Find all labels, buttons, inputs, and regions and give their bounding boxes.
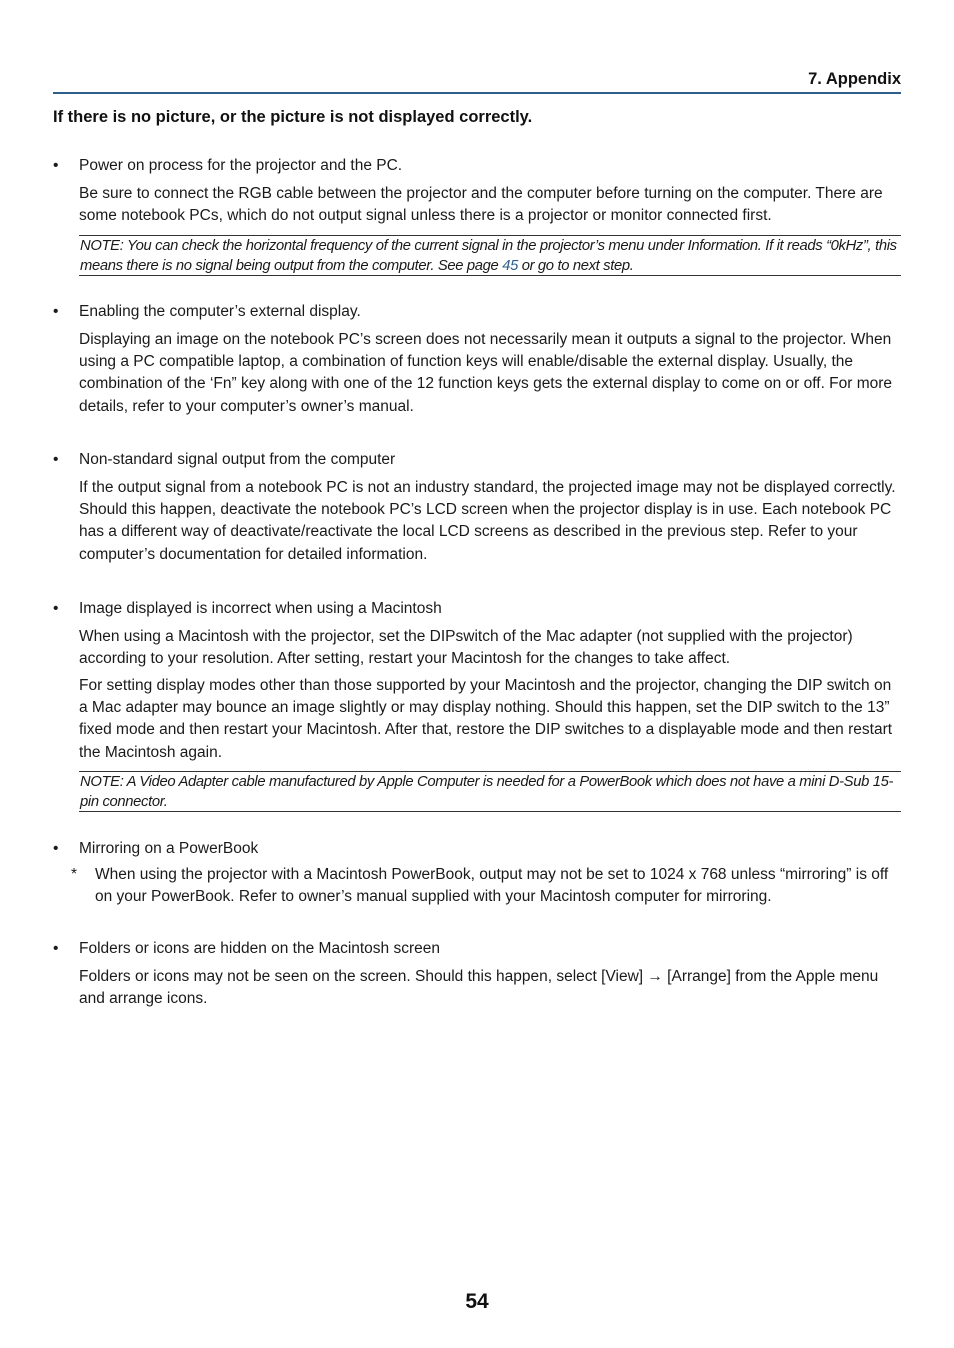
list-item-heading: Non-standard signal output from the computer [79, 451, 396, 468]
bullet: • [53, 840, 59, 857]
asterisk-marker: * [71, 866, 78, 883]
list-item-heading: Image displayed is incorrect when using a Macintosh [79, 600, 442, 617]
paragraph: Displaying an image on the notebook PC’s screen does not necessarily mean it outputs a signal to the projector. When using a PC compatible laptop, a combination of function keys will enable/disable the external display. Usually, the combination of the ‘Fn” key along with one of the 12 function keys gets the external display to come on or off. For more details, refer to your computer’s owner’s manual. [79, 331, 893, 415]
bullet: • [53, 157, 59, 174]
list-item-heading: Mirroring on a PowerBook [79, 840, 259, 857]
paragraph: For setting display modes other than those supported by your Macintosh and the projector, changing the DIP switch on a Mac adapter may bounce an image slightly or may display nothing. Should this happen, set the DIP switch to the 13” fixed mode and then restart your Macintosh. After that, restore the DIP switches to a displayable mode and then restart the Macintosh again. [79, 677, 893, 761]
footnote-text: When using the projector with a Macintosh PowerBook, output may not be set to 1024 x 768 unless “mirroring” is off on your PowerBook. Refer to owner’s manual supplied with your Macintosh computer for mirroring. [95, 866, 889, 905]
note-box [79, 235, 901, 276]
bullet: • [53, 940, 59, 957]
list-item-heading: Enabling the computer’s external display. [79, 303, 361, 320]
header-rule [53, 92, 901, 94]
paragraph: Folders or icons may not be seen on the screen. Should this happen, select [View] → [Arrange] from the Apple menu and arrange icons. [79, 968, 879, 1008]
note-box: NOTE: A Video Adapter cable manufactured by Apple Computer is needed for a PowerBook which does not have a mini D-Sub 15-pin connector. [79, 771, 901, 812]
page-title: If there is no picture, or the picture is not displayed correctly. [53, 108, 533, 126]
bullet: • [53, 303, 59, 320]
list-item-heading: Power on process for the projector and the PC. [79, 157, 403, 174]
bullet: • [53, 600, 59, 617]
header-section-label: 7. Appendix [808, 70, 901, 88]
paragraph: Be sure to connect the RGB cable between the projector and the computer before turning on the computer. There are some notebook PCs, which do not output signal unless there is a projector or monitor connected first. [79, 185, 883, 225]
bullet: • [53, 451, 59, 468]
page-link[interactable]: 45 [502, 258, 518, 274]
list-item-heading: Folders or icons are hidden on the Macintosh screen [79, 940, 441, 957]
note-text: NOTE: You can check the horizontal frequency of the current signal in the projector’s menu under Information. If it reads “0kHz”, this means there is no signal being output from the computer. See page [80, 238, 897, 274]
page-number: 54 [465, 1290, 489, 1313]
paragraph: When using a Macintosh with the projector, set the DIPswitch of the Mac adapter (not supplied with the projector) according to your resolution. After setting, restart your Macintosh for the changes to take affect. [79, 628, 853, 668]
paragraph: If the output signal from a notebook PC is not an industry standard, the projected image may not be displayed correctly. Should this happen, deactivate the notebook PC’s LCD screen when the projector display is in use. Each notebook PC has a different way of deactivate/reactivate the local LCD screens as described in the previous step. Refer to your computer’s documentation for detailed information. [79, 479, 896, 563]
note-text-end: or go to next step. [517, 258, 634, 274]
